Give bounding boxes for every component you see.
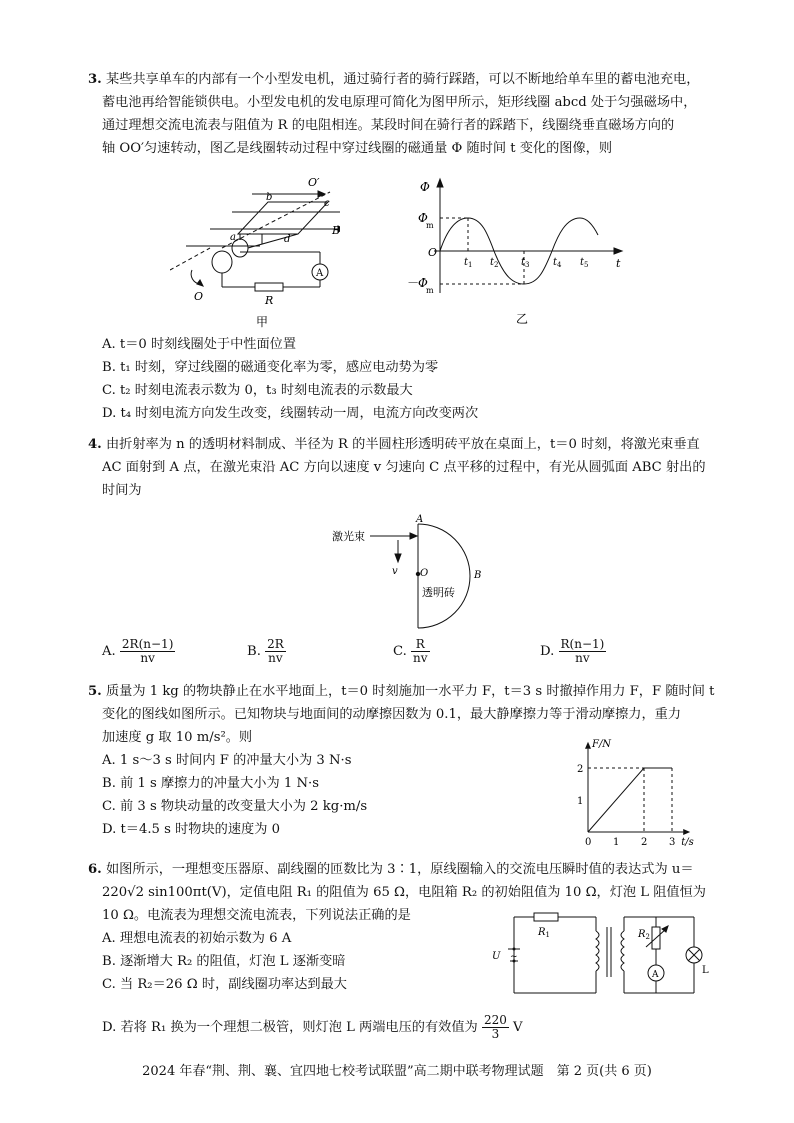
q4-option-c: C. $\frac{R}{nv}$ — [393, 637, 428, 665]
q3-line-2: 蓄电池再给智能锁供电。小型发电机的发电原理可简化为图甲所示，矩形线圈 abcd 处于匀强磁场中， — [102, 95, 697, 110]
q3-option-a: A. t＝0 时刻线圈处于中性面位置 — [102, 337, 297, 352]
x-tick-label: 1 — [613, 837, 620, 846]
x-axis-arrow — [683, 829, 690, 835]
q5-line-3: 加速度 g 取 10 m/s²。则 — [102, 730, 253, 745]
label-b: b — [266, 192, 273, 203]
label-U: U — [492, 951, 501, 962]
x-axis-label: t/s — [681, 837, 694, 846]
q5-option-c: C. 前 3 s 物块动量的改变量大小为 2 kg·m/s — [102, 799, 368, 814]
label-A-point: A — [416, 514, 424, 525]
q6-option-a: A. 理想电流表的初始示数为 6 A — [102, 931, 292, 946]
label-B-point: B — [474, 570, 482, 581]
label-O-prime: O′ — [308, 176, 320, 189]
question-4 — [88, 433, 713, 502]
label-O: O — [194, 290, 204, 303]
label-laser: 激光束 — [332, 530, 365, 543]
label-ac-tilde: ~ — [510, 952, 518, 962]
q3-option-d: D. t₄ 时刻电流方向发生改变，线圈转动一周，电流方向改变两次 — [102, 406, 479, 421]
q3-options — [88, 333, 713, 425]
label-L: L — [702, 965, 709, 976]
label-R: R — [265, 294, 274, 307]
label-ammeter: A — [316, 268, 324, 279]
q4-line-3: 时间为 — [102, 483, 142, 498]
force-time-chart — [560, 728, 710, 846]
q5-option-b: B. 前 1 s 摩擦力的冲量大小为 1 N·s — [102, 776, 319, 791]
label-ammeter-6: A — [652, 970, 659, 980]
caption-jia: 甲 — [256, 315, 269, 329]
q6-option-b: B. 逐渐增大 R₂ 的阻值，灯泡 L 逐渐变暗 — [102, 954, 346, 969]
q6-option-c: C. 当 R₂＝26 Ω 时，副线圈功率达到最大 — [102, 977, 347, 992]
label-neg-phim: －Φ — [406, 276, 428, 290]
q3-option-b: B. t₁ 时刻，穿过线圈的磁通变化率为零，感应电动势为零 — [102, 360, 439, 375]
label-neg-phim-sub: m — [426, 286, 434, 295]
q3-line-4: 轴 OO′匀速转动，图乙是线圈转动过程中穿过线圈的磁通量 Φ 随时间 t 变化的图像，则 — [102, 141, 613, 156]
label-t3: $t_3$ — [521, 257, 530, 269]
q5-line-2: 变化的图线如图所示。已知物块与地面间的动摩擦因数为 0.1，最大静摩擦力等于滑动摩擦力，重力 — [102, 707, 682, 722]
label-t5: $t_5$ — [580, 257, 589, 269]
y-tick-label: 1 — [577, 796, 584, 807]
label-B: B — [332, 224, 340, 237]
label-a: a — [230, 232, 236, 243]
figure-transformer-circuit — [486, 907, 716, 1007]
label-O-center: O — [420, 568, 429, 579]
figure-yi-flux-graph — [390, 175, 630, 325]
q3-line-3: 通过理想交流电流表与阻值为 R 的电阻相连。某段时间在骑行者的踩踏下，线圈绕垂直磁场方向的 — [102, 118, 675, 133]
q6-option-d: D. 若将 R₁ 换为一个理想二极管，则灯泡 L 两端电压的有效值为 $\frac{220}{3}$ V — [102, 1013, 523, 1041]
y-axis-arrow — [585, 742, 591, 749]
figure-jia-generator — [170, 172, 340, 330]
q3-line-1: 3. 某些共享单车的内部有一个小型发电机，通过骑行者的骑行踩踏，可以不断地给单车里的蓄电池充电， — [88, 72, 700, 87]
q3-option-c: C. t₂ 时刻电流表示数为 0，t₃ 时刻电流表的示数最大 — [102, 383, 413, 398]
q6-line-3: 10 Ω。电流表为理想交流电流表，下列说法正确的是 — [102, 908, 411, 923]
y-tick-label: 2 — [577, 764, 584, 775]
label-t-axis: t — [616, 257, 621, 270]
x-tick-label: 0 — [585, 837, 592, 846]
label-v: v — [392, 566, 398, 577]
label-origin: O — [428, 246, 438, 259]
q6-line-2: 220√2 sin100πt(V)，定值电阻 R₁ 的阻值为 65 Ω，电阻箱 R₂ 的初始阻值为 10 Ω，灯泡 L 阻值恒为 — [102, 885, 706, 900]
q5-line-1: 5. 质量为 1 kg 的物块静止在水平地面上，t＝0 时刻施加一水平力 F，t＝3 s 时撤掉作用力 F，F 随时间 t — [88, 684, 715, 699]
label-R2: $R_2$ — [638, 929, 650, 941]
q4-option-b: B. $\frac{2R}{nv}$ — [247, 637, 284, 665]
label-R1: $R_1$ — [538, 927, 550, 939]
x-tick-label: 3 — [669, 837, 676, 846]
series-segment-rise — [588, 768, 644, 832]
label-phi: Φ — [420, 180, 430, 194]
q4-option-d: D. $\frac{R(n-1)}{nv}$ — [540, 637, 605, 665]
label-phim: Φ — [418, 211, 428, 225]
label-c: c — [324, 198, 330, 209]
page-footer: 2024 年春“荆、荆、襄、宜四地七校考试联盟”高二期中联考物理试题 第 2 页(共 6 页) — [142, 1064, 652, 1079]
q4-line-2: AC 面射到 A 点，在激光束沿 AC 方向以速度 v 匀速向 C 点平移的过程中，有光从圆弧面 ABC 射出的 — [102, 460, 706, 475]
caption-yi: 乙 — [516, 312, 529, 325]
y-axis-label: F/N — [592, 738, 612, 750]
figure-semicircle-brick — [330, 512, 490, 632]
q4-line-1: 4. 由折射率为 n 的透明材料制成、半径为 R 的半圆柱形透明砖平放在桌面上，t＝0 时刻，将激光束垂直 — [88, 437, 700, 452]
label-brick: 透明砖 — [422, 586, 455, 599]
label-t2: $t_2$ — [490, 257, 499, 269]
q5-option-a: A. 1 s～3 s 时间内 F 的冲量大小为 3 N·s — [102, 753, 352, 768]
q4-option-a: A. $\frac{2R(n-1)}{nv}$ — [102, 637, 174, 665]
label-phim-sub: m — [426, 221, 434, 230]
label-t1: $t_1$ — [464, 257, 473, 269]
label-d: d — [284, 234, 291, 245]
q6-line-1: 6. 如图所示，一理想变压器原、副线圈的匝数比为 3∶1，原线圈输入的交流电压瞬时值的表达式为 u＝ — [88, 862, 694, 877]
label-t4: $t_4$ — [553, 257, 562, 269]
x-tick-label: 2 — [641, 837, 648, 846]
question-3 — [88, 68, 713, 160]
q5-option-d: D. t＝4.5 s 时物块的速度为 0 — [102, 822, 280, 837]
